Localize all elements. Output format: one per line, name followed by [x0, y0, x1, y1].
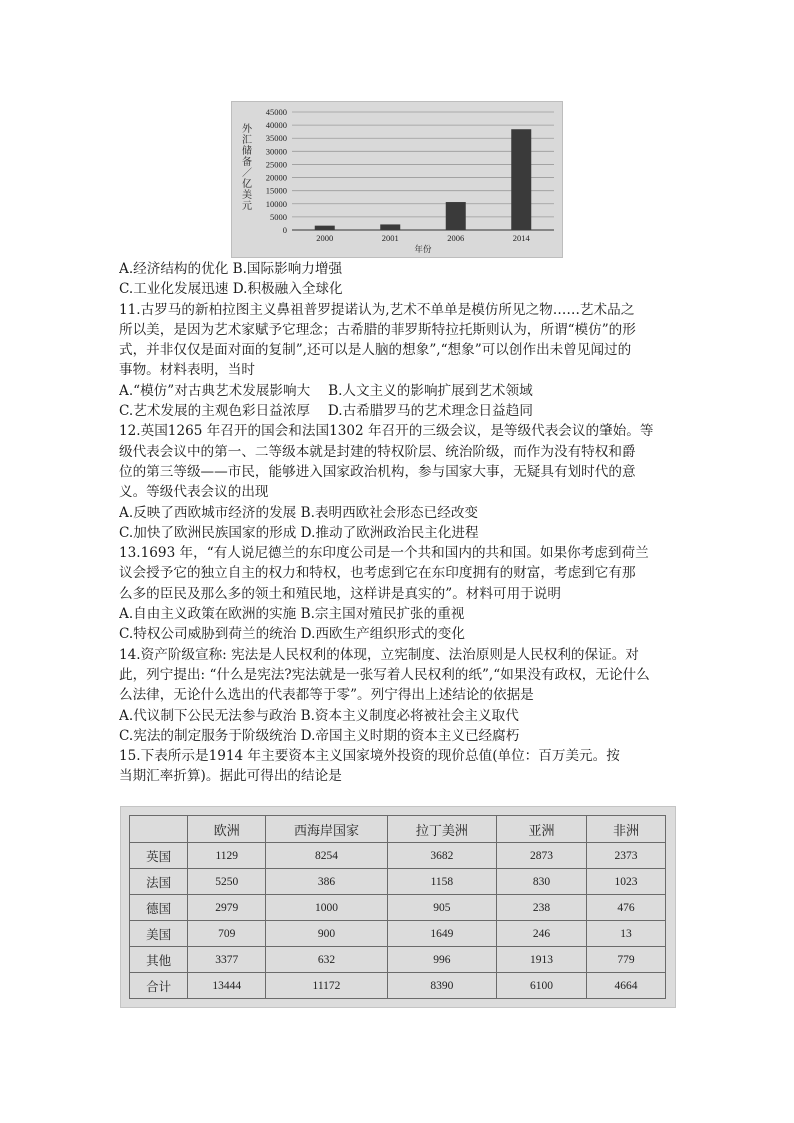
- y-tick-label: 35000: [265, 133, 287, 144]
- table-header-cell: 亚洲: [497, 816, 587, 843]
- y-axis-label-char: 汇: [242, 135, 252, 146]
- table-cell: 8390: [387, 973, 496, 999]
- table-header-cell: 欧洲: [188, 816, 266, 843]
- table-header-cell: [130, 816, 188, 843]
- table-cell: 905: [387, 895, 496, 921]
- table-cell: 3377: [188, 947, 266, 973]
- table-cell: 1913: [497, 947, 587, 973]
- text-line: 式，并非仅仅是面对面的复制”,还可以是人脑的想象”,“想象”可以创作出未曾见闻过的: [119, 342, 632, 359]
- table-cell: 2373: [586, 843, 665, 869]
- question-text: [119, 259, 679, 787]
- y-tick-label: 30000: [265, 146, 287, 157]
- table-row-header: 英国: [130, 843, 188, 869]
- table-cell: 996: [387, 947, 496, 973]
- table-row-header: 法国: [130, 869, 188, 895]
- text-line: 所以美，是因为艺术家赋予它理念；古希腊的菲罗斯特拉托斯则认为，所谓“模仿”的形: [119, 321, 636, 338]
- table-cell: 4664: [586, 973, 665, 999]
- y-axis-label-char: ／: [242, 168, 252, 179]
- table-cell: 709: [188, 921, 266, 947]
- table-header-row: [130, 816, 666, 843]
- y-tick-label: 15000: [265, 185, 287, 196]
- y-axis-label-char: 元: [242, 201, 252, 212]
- table-cell: 2979: [188, 895, 266, 921]
- table-row: [130, 869, 666, 895]
- bar-chart-svg: [232, 102, 562, 257]
- table-cell: 2873: [497, 843, 587, 869]
- y-tick-label: 45000: [265, 107, 287, 117]
- text-line: A.“模仿”对古典艺术发展影响大 B.人文主义的影响扩展到艺术领域: [119, 382, 533, 399]
- table-cell: 900: [266, 921, 387, 947]
- y-tick-label: 0: [282, 225, 287, 235]
- text-line: C.艺术发展的主观色彩日益浓厚 D.古希腊罗马的艺术理念日益趋同: [119, 403, 533, 420]
- text-line: C.工业化发展迅速 D.积极融入全球化: [119, 281, 343, 298]
- table-row: [130, 921, 666, 947]
- table-cell: 476: [586, 895, 665, 921]
- bar-2006: [446, 202, 466, 230]
- x-tick-label: 2006: [447, 233, 465, 243]
- table-row: [130, 947, 666, 973]
- table-row: [130, 843, 666, 869]
- foreign-reserve-chart: [231, 101, 563, 258]
- y-axis-label-char: 美: [242, 190, 252, 201]
- text-line: A.自由主义政策在欧洲的实施 B.宗主国对殖民扩张的重视: [119, 606, 465, 623]
- text-line: C.特权公司威胁到荷兰的统治 D.西欧生产组织形式的变化: [119, 626, 465, 643]
- table-row: [130, 973, 666, 999]
- x-tick-label: 2014: [512, 233, 530, 243]
- table-cell: 13444: [188, 973, 266, 999]
- text-line: C.加快了欧洲民族国家的形成 D.推动了欧洲政治民主化进程: [119, 524, 479, 541]
- text-line: C.宪法的制定服务于阶级统治 D.帝国主义时期的资本主义已经腐朽: [119, 727, 520, 744]
- table-cell: 238: [497, 895, 587, 921]
- y-tick-label: 10000: [265, 198, 287, 209]
- investment-table-figure: [120, 806, 676, 1008]
- x-tick-label: 2000: [316, 233, 334, 243]
- table-row-header: 德国: [130, 895, 188, 921]
- table-cell: 13: [586, 921, 665, 947]
- table-row-header: 美国: [130, 921, 188, 947]
- text-line: A.经济结构的优化 B.国际影响力增强: [119, 261, 343, 277]
- table-cell: 3682: [387, 843, 496, 869]
- table-row: [130, 895, 666, 921]
- text-line: 14.资产阶级宣称: 宪法是人民权利的体现，立宪制度、法治原则是人民权利的保证。对: [119, 646, 639, 663]
- table-cell: 779: [586, 947, 665, 973]
- text-line: 级代表会议中的第一、二等级本就是封建的特权阶层、统治阶级，而作为没有特权和爵: [119, 443, 636, 460]
- table-cell: 1023: [586, 869, 665, 895]
- text-line: 位的第三等级——市民，能够进入国家政治机构，参与国家大事，无疑具有划时代的意: [119, 463, 636, 480]
- text-line: 11.古罗马的新柏拉图主义鼻祖普罗提诺认为,艺术不单单是模仿所见之物……艺术品之: [119, 301, 635, 318]
- x-tick-label: 2001: [381, 233, 399, 243]
- bar-2014: [511, 129, 531, 230]
- table-cell: 830: [497, 869, 587, 895]
- y-axis-label-char: 备: [242, 157, 252, 168]
- text-line: 13.1693 年，“有人说尼德兰的东印度公司是一个共和国内的共和国。如果你考虑到荷兰: [119, 545, 649, 562]
- table-cell: 1649: [387, 921, 496, 947]
- table-header-cell: 非洲: [586, 816, 665, 843]
- table-header-cell: 西海岸国家: [266, 816, 387, 843]
- table-cell: 246: [497, 921, 587, 947]
- y-tick-label: 25000: [265, 159, 287, 170]
- table-row-header: 其他: [130, 947, 188, 973]
- table-header-cell: 拉丁美洲: [387, 816, 496, 843]
- table-cell: 11172: [266, 973, 387, 999]
- text-line: 15.下表所示是1914 年主要资本主义国家境外投资的现价总值(单位：百万美元。按: [119, 748, 620, 765]
- x-axis-label: 年份: [414, 244, 432, 254]
- table-row-header: 合计: [130, 973, 188, 999]
- table-cell: 386: [266, 869, 387, 895]
- text-line: 么法律，无论什么选出的代表都等于零”。列宁得出上述结论的依据是: [119, 687, 534, 704]
- y-axis-label-char: 外: [242, 124, 252, 135]
- text-line: A.代议制下公民无法参与政治 B.资本主义制度必将被社会主义取代: [119, 707, 519, 724]
- text-line: A.反映了西欧城市经济的发展 B.表明西欧社会形态已经改变: [119, 504, 479, 521]
- text-line: 议会授予它的独立自主的权力和特权，也考虑到它在东印度拥有的财富，考虑到它有那: [119, 565, 636, 582]
- bar-2000: [315, 226, 335, 230]
- y-tick-label: 20000: [265, 172, 287, 183]
- y-axis-label-char: 储: [242, 146, 252, 157]
- bar-2001: [380, 224, 400, 230]
- text-line: 当期汇率折算)。据此可得出的结论是: [119, 768, 342, 785]
- text-line: 义。等级代表会议的出现: [119, 484, 269, 501]
- table-cell: 5250: [188, 869, 266, 895]
- y-axis-label-char: 亿: [242, 179, 252, 190]
- table-cell: 6100: [497, 973, 587, 999]
- table-cell: 632: [266, 947, 387, 973]
- y-tick-label: 5000: [270, 211, 287, 222]
- text-line: 么多的臣民及那么多的领土和殖民地，这样讲是真实的”。材料可用于说明: [119, 585, 561, 602]
- y-tick-label: 40000: [265, 120, 287, 131]
- investment-table: [129, 815, 666, 999]
- text-line: 12.英国1265 年召开的国会和法国1302 年召开的三级会议，是等级代表会议的肇始。等: [119, 423, 654, 440]
- table-cell: 1158: [387, 869, 496, 895]
- table-cell: 1000: [266, 895, 387, 921]
- table-cell: 8254: [266, 843, 387, 869]
- table-cell: 1129: [188, 843, 266, 869]
- text-line: 事物。材料表明，当时: [119, 362, 255, 379]
- text-line: 此，列宁提出: “什么是宪法?宪法就是一张写着人民权利的纸”,“如果没有政权，无论什么: [119, 666, 650, 683]
